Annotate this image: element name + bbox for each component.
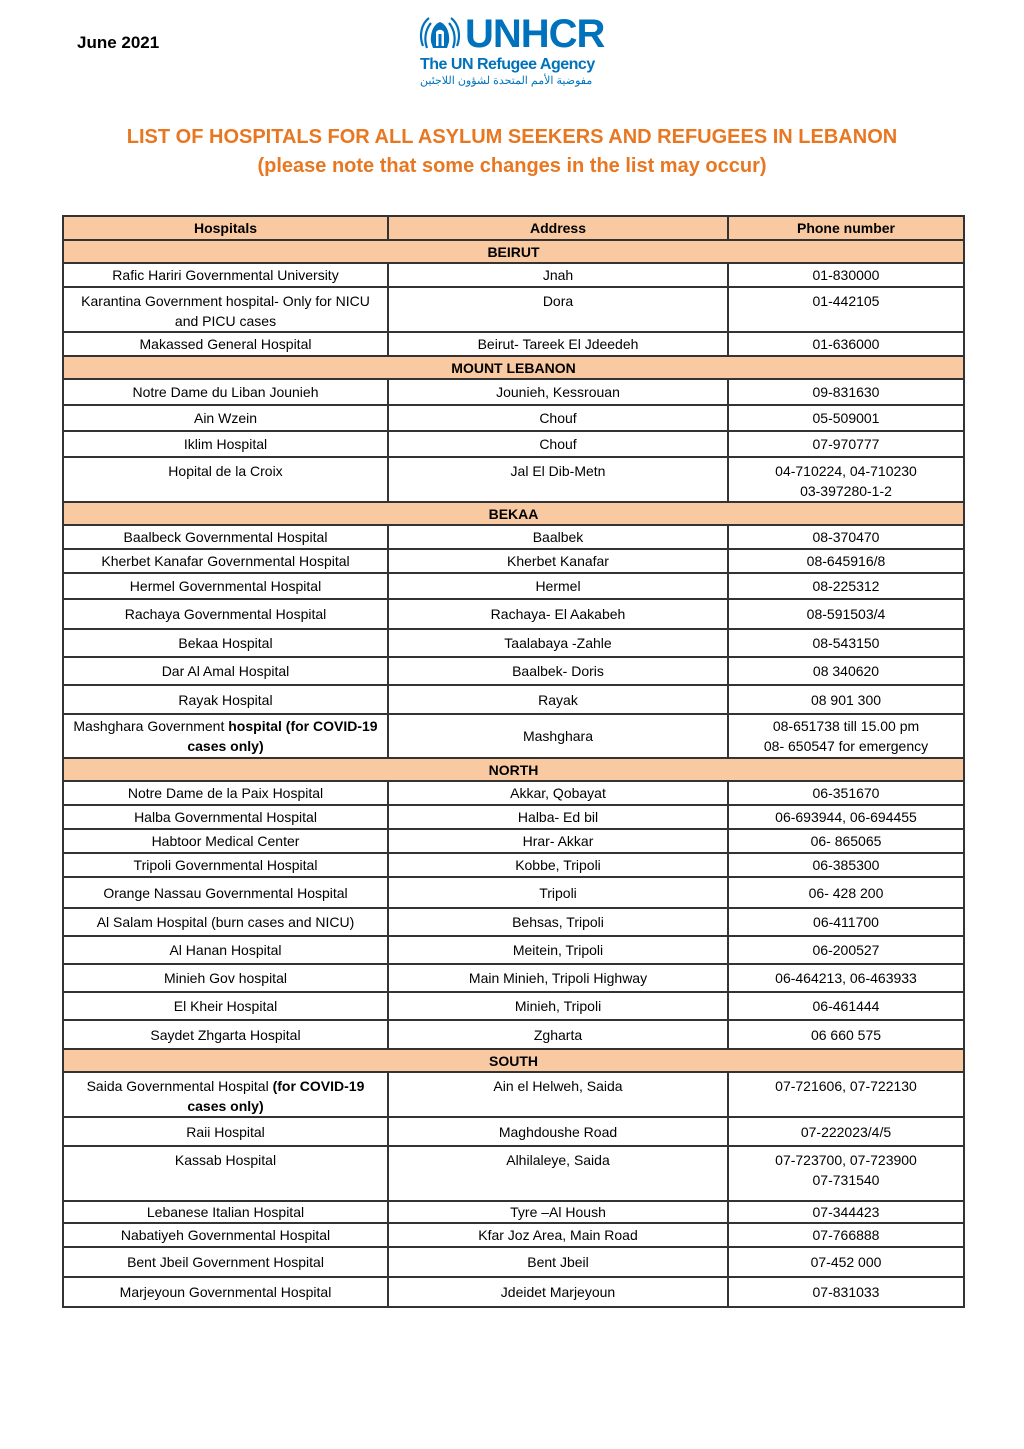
- address-cell: Jnah: [388, 263, 728, 287]
- phone-cell: [728, 573, 964, 599]
- hospital-name: Tripoli Governmental Hospital: [133, 857, 318, 873]
- hospital-name-cell: [63, 805, 388, 829]
- address-cell: Beirut- Tareek El Jdeedeh: [388, 332, 728, 356]
- table-row: [63, 573, 964, 599]
- phone-number: 07-970777: [812, 436, 880, 452]
- phone-number: 06-200527: [812, 942, 880, 958]
- hospital-name: Bekaa Hospital: [178, 635, 273, 651]
- phone-number: 07-721606, 07-722130: [775, 1078, 917, 1094]
- phone-cell: [728, 1020, 964, 1049]
- hospital-name-cell: [63, 573, 388, 599]
- address-cell: Mashghara: [388, 714, 728, 758]
- hospital-name: Ain Wzein: [193, 410, 258, 426]
- hospital-name: Nabatiyeh Governmental Hospital: [120, 1227, 331, 1243]
- hospital-name: Orange Nassau Governmental Hospital: [103, 884, 348, 901]
- table-row: [63, 1020, 964, 1049]
- phone-cell: [728, 714, 964, 758]
- section-title: BEIRUT: [63, 240, 964, 263]
- hospital-name-cell: [63, 457, 388, 502]
- phone-number: 08-591503/4: [806, 606, 886, 622]
- phone-number: 06-351670: [812, 785, 880, 801]
- phone-number: 01-636000: [812, 336, 880, 352]
- hospital-name: Karantina Government hospital- Only for NICU and PICU cases: [81, 293, 370, 329]
- phone-cell: [728, 287, 964, 332]
- address-cell: Zgharta: [388, 1020, 728, 1049]
- phone-cell: [728, 908, 964, 936]
- phone-cell: [728, 1201, 964, 1223]
- phone-number: 08-225312: [812, 578, 880, 594]
- section-title: MOUNT LEBANON: [63, 356, 964, 379]
- hospital-name-cell: [63, 1201, 388, 1223]
- address-cell: Jal El Dib-Metn: [388, 457, 728, 502]
- phone-cell: [728, 549, 964, 573]
- table-row: [63, 657, 964, 685]
- hospital-name: Halba Governmental Hospital: [134, 809, 317, 825]
- hospital-name-cell: [63, 829, 388, 853]
- logo-arabic-text: مفوضية الأمم المتحدة لشؤون اللاجئين: [420, 75, 593, 87]
- table-row: [63, 685, 964, 714]
- phone-cell: [728, 263, 964, 287]
- section-title: SOUTH: [63, 1049, 964, 1072]
- hospital-name: Rayak Hospital: [178, 691, 273, 708]
- hospital-name: Notre Dame du Liban Jounieh: [132, 384, 319, 400]
- hospital-name: Hopital de la Croix: [168, 463, 283, 479]
- address-cell: Maghdoushe Road: [388, 1117, 728, 1146]
- phone-cell: [728, 629, 964, 657]
- phone-number: 08-645916/8: [806, 553, 886, 569]
- phone-cell: [728, 1277, 964, 1307]
- hospital-name-cell: [63, 1247, 388, 1277]
- table-row: [63, 549, 964, 573]
- phone-number-secondary: 07-731540: [812, 1172, 880, 1188]
- column-header-hospitals: Hospitals: [63, 216, 388, 240]
- hospital-name: Rachaya Governmental Hospital: [124, 606, 327, 622]
- table-row: [63, 263, 964, 287]
- address-cell: Kherbet Kanafar: [388, 549, 728, 573]
- unhcr-logo: [417, 12, 622, 88]
- address-cell: Jdeidet Marjeyoun: [388, 1277, 728, 1307]
- phone-cell: [728, 781, 964, 805]
- hospital-name: Minieh Gov hospital: [164, 970, 287, 986]
- phone-cell: [728, 964, 964, 992]
- phone-number: 06- 428 200: [808, 884, 884, 901]
- phone-cell: [728, 457, 964, 502]
- section-row-bekaa: [63, 502, 964, 525]
- table-row: [63, 629, 964, 657]
- hospital-name-cell: [63, 964, 388, 992]
- column-header-address: Address: [388, 216, 728, 240]
- phone-number: 01-442105: [812, 293, 880, 309]
- table-row: [63, 332, 964, 356]
- hospital-name: Notre Dame de la Paix Hospital: [127, 785, 324, 801]
- hospital-name: Al Hanan Hospital: [169, 942, 282, 958]
- address-cell: Rayak: [388, 685, 728, 714]
- phone-number: 06-385300: [812, 857, 880, 873]
- address-cell: Hermel: [388, 573, 728, 599]
- table-row: [63, 1146, 964, 1201]
- phone-number: 05-509001: [812, 410, 880, 426]
- address-cell: Ain el Helweh, Saida: [388, 1072, 728, 1117]
- hospital-name-cell: [63, 1146, 388, 1201]
- hospital-name-cell: [63, 1020, 388, 1049]
- section-row-north: [63, 758, 964, 781]
- phone-number: 06- 865065: [810, 833, 882, 849]
- phone-cell: [728, 1146, 964, 1201]
- table-row: [63, 1247, 964, 1277]
- phone-number: 07-766888: [812, 1227, 880, 1243]
- phone-number: 06-411700: [813, 914, 879, 930]
- table-row: [63, 379, 964, 405]
- table-row: [63, 431, 964, 457]
- hospital-name-cell: [63, 379, 388, 405]
- hospital-name-cell: [63, 431, 388, 457]
- section-row-south: [63, 1049, 964, 1072]
- section-title: NORTH: [63, 758, 964, 781]
- table-row: [63, 992, 964, 1020]
- address-cell: Chouf: [388, 405, 728, 431]
- phone-cell: [728, 877, 964, 908]
- table-row: [63, 599, 964, 629]
- hospital-name: Baalbeck Governmental Hospital: [123, 529, 328, 545]
- address-cell: Meitein, Tripoli: [388, 936, 728, 964]
- hospital-name-cell: [63, 685, 388, 714]
- hospital-name-cell: [63, 657, 388, 685]
- phone-cell: [728, 379, 964, 405]
- document-subtitle: (please note that some changes in the list may occur): [257, 155, 767, 177]
- address-cell: Minieh, Tripoli: [388, 992, 728, 1020]
- phone-number: 06 660 575: [810, 1026, 882, 1043]
- hospital-name-cell: [63, 549, 388, 573]
- hospital-name-cell: [63, 405, 388, 431]
- phone-number: 09-831630: [812, 384, 880, 400]
- table-row: [63, 805, 964, 829]
- phone-number: 07-222023/4/5: [800, 1123, 892, 1140]
- address-cell: Behsas, Tripoli: [388, 908, 728, 936]
- hospital-name: Mashghara Government: [73, 718, 225, 734]
- address-cell: Bent Jbeil: [388, 1247, 728, 1277]
- hospital-name-cell: [63, 1117, 388, 1146]
- hospital-name: Kherbet Kanafar Governmental Hospital: [101, 553, 350, 569]
- hospital-note: hospital (for COVID-19 cases only): [187, 718, 378, 754]
- hospital-name-cell: [63, 525, 388, 549]
- hospital-name-cell: [63, 781, 388, 805]
- address-cell: Jounieh, Kessrouan: [388, 379, 728, 405]
- phone-cell: [728, 853, 964, 877]
- table-row: [63, 829, 964, 853]
- unhcr-emblem-icon: [417, 12, 463, 56]
- document-title: LIST OF HOSPITALS FOR ALL ASYLUM SEEKERS AND REFUGEES IN LEBANON: [126, 126, 898, 148]
- hospital-note: (for COVID-19 cases only): [187, 1078, 365, 1114]
- hospital-name: Saydet Zhgarta Hospital: [150, 1026, 301, 1043]
- address-cell: Kobbe, Tripoli: [388, 853, 728, 877]
- address-cell: Halba- Ed bil: [388, 805, 728, 829]
- hospital-name-cell: [63, 992, 388, 1020]
- table-row: [63, 781, 964, 805]
- phone-number: 08-651738 till 15.00 pm: [772, 718, 920, 734]
- table-row: [63, 287, 964, 332]
- hospital-name-cell: [63, 936, 388, 964]
- table-row: [63, 1201, 964, 1223]
- hospital-name-cell: [63, 629, 388, 657]
- phone-cell: [728, 1117, 964, 1146]
- phone-number: 06-461444: [812, 998, 880, 1014]
- document-date: June 2021: [77, 33, 160, 52]
- table-row: [63, 936, 964, 964]
- phone-cell: [728, 685, 964, 714]
- hospital-name-cell: [63, 1277, 388, 1307]
- hospital-name: Dar Al Amal Hospital: [161, 663, 290, 679]
- address-cell: Baalbek- Doris: [388, 657, 728, 685]
- hospital-name: Saida Governmental Hospital: [86, 1078, 269, 1094]
- phone-cell: [728, 992, 964, 1020]
- phone-cell: [728, 1223, 964, 1247]
- table-row: [63, 525, 964, 549]
- hospital-name: El Kheir Hospital: [173, 998, 278, 1014]
- phone-cell: [728, 805, 964, 829]
- hospital-name: Makassed General Hospital: [139, 336, 312, 352]
- logo-wordmark: UNHCR: [465, 12, 605, 56]
- hospital-name-cell: [63, 263, 388, 287]
- table-row: [63, 853, 964, 877]
- phone-number: 04-710224, 04-710230: [775, 463, 917, 479]
- table-row: [63, 714, 964, 758]
- table-row: [63, 1117, 964, 1146]
- phone-cell: [728, 332, 964, 356]
- column-header-phone: Phone number: [728, 216, 964, 240]
- hospital-name: Marjeyoun Governmental Hospital: [119, 1284, 332, 1300]
- phone-cell: [728, 405, 964, 431]
- hospital-name-cell: [63, 1072, 388, 1117]
- hospital-name: Kassab Hospital: [174, 1152, 277, 1168]
- phone-number: 06-464213, 06-463933: [775, 970, 917, 986]
- table-row: [63, 1072, 964, 1117]
- phone-cell: [728, 829, 964, 853]
- hospital-name-cell: [63, 877, 388, 908]
- hospital-name-cell: [63, 1223, 388, 1247]
- phone-cell: [728, 1247, 964, 1277]
- phone-number: 06-693944, 06-694455: [775, 809, 917, 825]
- address-cell: Alhilaleye, Saida: [388, 1146, 728, 1201]
- phone-cell: [728, 1072, 964, 1117]
- hospital-name: Hermel Governmental Hospital: [129, 578, 322, 594]
- hospital-name: Iklim Hospital: [183, 436, 268, 452]
- phone-cell: [728, 657, 964, 685]
- hospital-name-cell: [63, 287, 388, 332]
- hospital-name: Al Salam Hospital (burn cases and NICU): [96, 914, 355, 930]
- section-row-beirut: [63, 240, 964, 263]
- hospitals-table: [62, 215, 965, 1308]
- logo-subtitle: The UN Refugee Agency: [420, 56, 595, 73]
- table-row: [63, 964, 964, 992]
- address-cell: Chouf: [388, 431, 728, 457]
- phone-cell: [728, 431, 964, 457]
- address-cell: Tripoli: [388, 877, 728, 908]
- phone-cell: [728, 599, 964, 629]
- table-header-row: [63, 216, 964, 240]
- table-row: [63, 457, 964, 502]
- table-row: [63, 877, 964, 908]
- hospital-name-cell: [63, 332, 388, 356]
- phone-cell: [728, 936, 964, 964]
- phone-number-secondary: 08- 650547 for emergency: [763, 738, 929, 754]
- phone-cell: [728, 525, 964, 549]
- phone-number: 01-830000: [812, 267, 880, 283]
- hospital-name-cell: [63, 714, 388, 758]
- address-cell: Kfar Joz Area, Main Road: [388, 1223, 728, 1247]
- hospital-name-cell: [63, 599, 388, 629]
- phone-number: 08 901 300: [810, 691, 882, 708]
- hospital-name: Bent Jbeil Government Hospital: [127, 1254, 324, 1270]
- address-cell: Dora: [388, 287, 728, 332]
- address-cell: Tyre –Al Housh: [388, 1201, 728, 1223]
- phone-number: 08-543150: [812, 635, 880, 651]
- address-cell: Akkar, Qobayat: [388, 781, 728, 805]
- phone-number-secondary: 03-397280-1-2: [800, 483, 892, 499]
- address-cell: Rachaya- El Aakabeh: [388, 599, 728, 629]
- table-row: [63, 1223, 964, 1247]
- hospital-name: Rafic Hariri Governmental University: [112, 267, 339, 283]
- section-title: BEKAA: [63, 502, 964, 525]
- section-row-mount-lebanon: [63, 356, 964, 379]
- hospital-name: Lebanese Italian Hospital: [146, 1204, 305, 1220]
- hospital-name: Raii Hospital: [186, 1123, 265, 1140]
- phone-number: 07-831033: [812, 1284, 880, 1300]
- address-cell: Main Minieh, Tripoli Highway: [388, 964, 728, 992]
- address-cell: Baalbek: [388, 525, 728, 549]
- phone-number: 07-723700, 07-723900: [775, 1152, 917, 1168]
- phone-number: 07-452 000: [810, 1254, 882, 1270]
- table-row: [63, 908, 964, 936]
- hospital-name-cell: [63, 908, 388, 936]
- table-row: [63, 405, 964, 431]
- address-cell: Taalabaya -Zahle: [388, 629, 728, 657]
- hospital-name-cell: [63, 853, 388, 877]
- hospital-name: Habtoor Medical Center: [151, 833, 300, 849]
- table-row: [63, 1277, 964, 1307]
- phone-number: 08-370470: [812, 529, 880, 545]
- address-cell: Hrar- Akkar: [388, 829, 728, 853]
- phone-number: 07-344423: [812, 1204, 880, 1220]
- phone-number: 08 340620: [812, 663, 880, 679]
